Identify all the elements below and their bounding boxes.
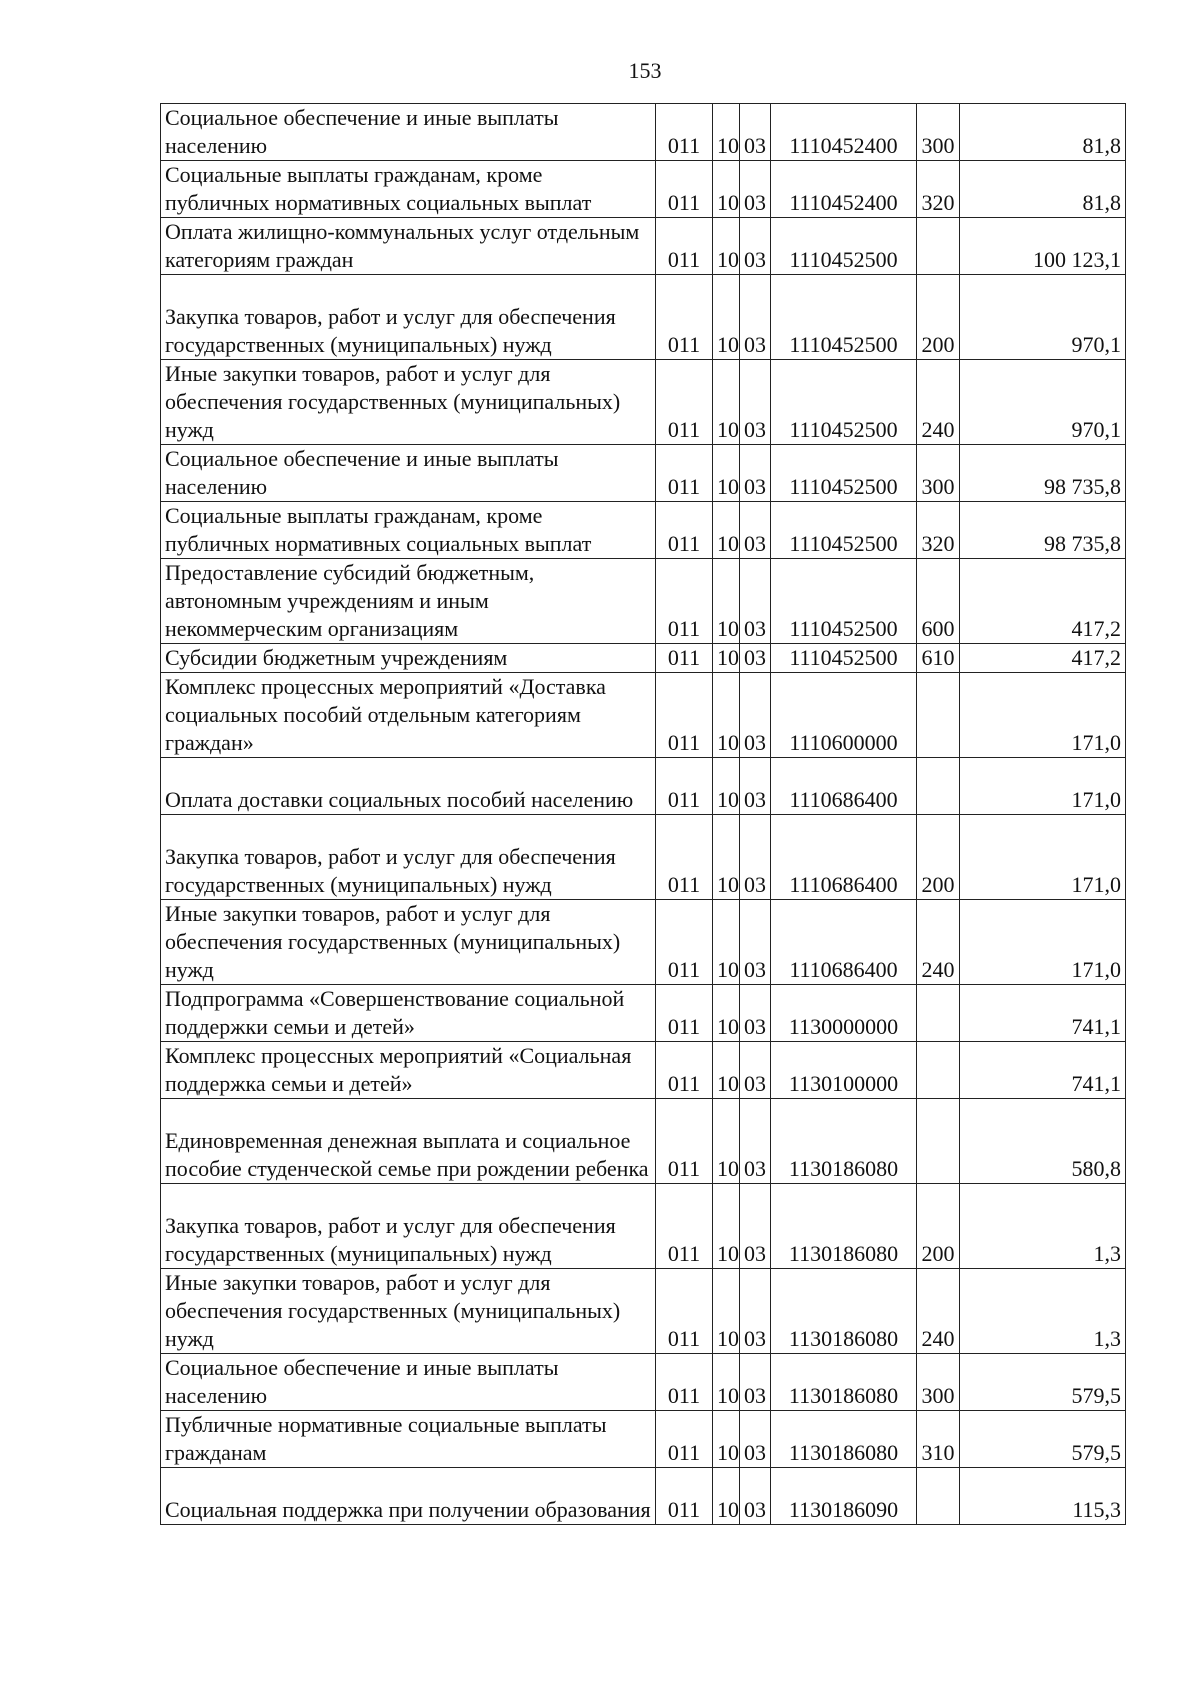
amount: 1,3	[960, 1184, 1126, 1269]
table-row	[161, 275, 1126, 360]
amount: 81,8	[960, 161, 1126, 218]
target-item-code: 1110452500	[771, 502, 917, 559]
expense-type-code: 300	[917, 445, 960, 502]
amount: 417,2	[960, 644, 1126, 673]
amount: 579,5	[960, 1411, 1126, 1468]
subsection-code: 03	[740, 218, 771, 275]
row-name: Предоставление субсидий бюджетным, автономным учреждениям и иным некоммерческим организациям	[161, 559, 656, 644]
ministry-code: 011	[656, 985, 713, 1042]
subsection-code: 03	[740, 1099, 771, 1184]
section-code: 10	[713, 360, 740, 445]
target-item-code: 1110686400	[771, 815, 917, 900]
row-name: Комплекс процессных мероприятий «Социальная поддержка семьи и детей»	[161, 1042, 656, 1099]
ministry-code: 011	[656, 161, 713, 218]
section-code: 10	[713, 559, 740, 644]
row-name: Подпрограмма «Совершенствование социальной поддержки семьи и детей»	[161, 985, 656, 1042]
ministry-code: 011	[656, 502, 713, 559]
section-code: 10	[713, 985, 740, 1042]
subsection-code: 03	[740, 1184, 771, 1269]
target-item-code: 1110452500	[771, 218, 917, 275]
section-code: 10	[713, 161, 740, 218]
row-name: Иные закупки товаров, работ и услуг для обеспечения государственных (муниципальных) нужд	[161, 900, 656, 985]
row-name: Закупка товаров, работ и услуг для обеспечения государственных (муниципальных) нужд	[161, 815, 656, 900]
expense-type-code: 310	[917, 1411, 960, 1468]
section-code: 10	[713, 758, 740, 815]
table-row	[161, 758, 1126, 815]
amount: 970,1	[960, 275, 1126, 360]
table-row	[161, 1468, 1126, 1525]
target-item-code: 1110452500	[771, 275, 917, 360]
expense-type-code: 240	[917, 1269, 960, 1354]
subsection-code: 03	[740, 104, 771, 161]
expense-type-code: 320	[917, 161, 960, 218]
table-row	[161, 1411, 1126, 1468]
row-name: Иные закупки товаров, работ и услуг для обеспечения государственных (муниципальных) нужд	[161, 360, 656, 445]
row-name: Субсидии бюджетным учреждениям	[161, 644, 656, 673]
table-row	[161, 502, 1126, 559]
expense-type-code	[917, 1042, 960, 1099]
subsection-code: 03	[740, 502, 771, 559]
table-row	[161, 985, 1126, 1042]
table-row	[161, 445, 1126, 502]
section-code: 10	[713, 1269, 740, 1354]
subsection-code: 03	[740, 673, 771, 758]
expense-type-code: 600	[917, 559, 960, 644]
ministry-code: 011	[656, 1269, 713, 1354]
ministry-code: 011	[656, 673, 713, 758]
subsection-code: 03	[740, 900, 771, 985]
expense-type-code: 300	[917, 1354, 960, 1411]
section-code: 10	[713, 1354, 740, 1411]
amount: 171,0	[960, 758, 1126, 815]
subsection-code: 03	[740, 1411, 771, 1468]
row-name: Социальная поддержка при получении образования	[161, 1468, 656, 1525]
section-code: 10	[713, 275, 740, 360]
expense-type-code: 200	[917, 1184, 960, 1269]
target-item-code: 1110452400	[771, 161, 917, 218]
target-item-code: 1110452500	[771, 445, 917, 502]
row-name: Комплекс процессных мероприятий «Доставка социальных пособий отдельным категориям граждан»	[161, 673, 656, 758]
target-item-code: 1110686400	[771, 900, 917, 985]
ministry-code: 011	[656, 644, 713, 673]
subsection-code: 03	[740, 559, 771, 644]
amount: 171,0	[960, 815, 1126, 900]
amount: 115,3	[960, 1468, 1126, 1525]
target-item-code: 1130186090	[771, 1468, 917, 1525]
expense-type-code: 300	[917, 104, 960, 161]
page-number: 153	[628, 58, 662, 83]
expense-type-code	[917, 758, 960, 815]
table-row	[161, 644, 1126, 673]
ministry-code: 011	[656, 758, 713, 815]
expense-type-code	[917, 985, 960, 1042]
ministry-code: 011	[656, 1184, 713, 1269]
row-name: Единовременная денежная выплата и социальное пособие студенческой семье при рождении ребенка	[161, 1099, 656, 1184]
expense-type-code: 200	[917, 815, 960, 900]
target-item-code: 1110686400	[771, 758, 917, 815]
target-item-code: 1130186080	[771, 1411, 917, 1468]
ministry-code: 011	[656, 1042, 713, 1099]
table-row	[161, 218, 1126, 275]
row-name: Закупка товаров, работ и услуг для обеспечения государственных (муниципальных) нужд	[161, 1184, 656, 1269]
row-name: Социальное обеспечение и иные выплаты населению	[161, 445, 656, 502]
amount: 970,1	[960, 360, 1126, 445]
row-name: Публичные нормативные социальные выплаты гражданам	[161, 1411, 656, 1468]
target-item-code: 1130000000	[771, 985, 917, 1042]
target-item-code: 1110600000	[771, 673, 917, 758]
amount: 98 735,8	[960, 502, 1126, 559]
subsection-code: 03	[740, 1042, 771, 1099]
subsection-code: 03	[740, 445, 771, 502]
subsection-code: 03	[740, 1269, 771, 1354]
row-name: Оплата жилищно-коммунальных услуг отдельным категориям граждан	[161, 218, 656, 275]
row-name: Социальное обеспечение и иные выплаты населению	[161, 1354, 656, 1411]
ministry-code: 011	[656, 1468, 713, 1525]
expense-type-code: 240	[917, 900, 960, 985]
target-item-code: 1130186080	[771, 1269, 917, 1354]
target-item-code: 1110452500	[771, 644, 917, 673]
ministry-code: 011	[656, 104, 713, 161]
row-name: Иные закупки товаров, работ и услуг для обеспечения государственных (муниципальных) нужд	[161, 1269, 656, 1354]
ministry-code: 011	[656, 815, 713, 900]
amount: 171,0	[960, 673, 1126, 758]
subsection-code: 03	[740, 758, 771, 815]
ministry-code: 011	[656, 445, 713, 502]
section-code: 10	[713, 1099, 740, 1184]
section-code: 10	[713, 1184, 740, 1269]
target-item-code: 1130186080	[771, 1184, 917, 1269]
amount: 741,1	[960, 985, 1126, 1042]
table-row	[161, 1184, 1126, 1269]
subsection-code: 03	[740, 360, 771, 445]
section-code: 10	[713, 900, 740, 985]
expense-type-code	[917, 1099, 960, 1184]
amount: 741,1	[960, 1042, 1126, 1099]
amount: 579,5	[960, 1354, 1126, 1411]
ministry-code: 011	[656, 559, 713, 644]
section-code: 10	[713, 673, 740, 758]
target-item-code: 1110452500	[771, 360, 917, 445]
ministry-code: 011	[656, 275, 713, 360]
expense-type-code: 320	[917, 502, 960, 559]
table-row	[161, 360, 1126, 445]
table-row	[161, 673, 1126, 758]
amount: 1,3	[960, 1269, 1126, 1354]
ministry-code: 011	[656, 360, 713, 445]
ministry-code: 011	[656, 1411, 713, 1468]
subsection-code: 03	[740, 644, 771, 673]
amount: 417,2	[960, 559, 1126, 644]
row-name: Закупка товаров, работ и услуг для обеспечения государственных (муниципальных) нужд	[161, 275, 656, 360]
section-code: 10	[713, 502, 740, 559]
ministry-code: 011	[656, 900, 713, 985]
expense-type-code	[917, 1468, 960, 1525]
section-code: 10	[713, 644, 740, 673]
amount: 81,8	[960, 104, 1126, 161]
section-code: 10	[713, 445, 740, 502]
budget-table	[160, 103, 1126, 1525]
expense-type-code	[917, 673, 960, 758]
expense-type-code: 200	[917, 275, 960, 360]
table-row	[161, 559, 1126, 644]
target-item-code: 1130100000	[771, 1042, 917, 1099]
subsection-code: 03	[740, 1468, 771, 1525]
subsection-code: 03	[740, 1354, 771, 1411]
section-code: 10	[713, 1468, 740, 1525]
section-code: 10	[713, 218, 740, 275]
expense-type-code	[917, 218, 960, 275]
ministry-code: 011	[656, 218, 713, 275]
ministry-code: 011	[656, 1099, 713, 1184]
subsection-code: 03	[740, 985, 771, 1042]
section-code: 10	[713, 815, 740, 900]
table-row	[161, 1099, 1126, 1184]
amount: 580,8	[960, 1099, 1126, 1184]
table-row	[161, 161, 1126, 218]
row-name: Социальные выплаты гражданам, кроме публичных нормативных социальных выплат	[161, 502, 656, 559]
table-body	[161, 104, 1126, 1525]
ministry-code: 011	[656, 1354, 713, 1411]
subsection-code: 03	[740, 815, 771, 900]
amount: 171,0	[960, 900, 1126, 985]
amount: 100 123,1	[960, 218, 1126, 275]
table-row	[161, 815, 1126, 900]
amount: 98 735,8	[960, 445, 1126, 502]
subsection-code: 03	[740, 275, 771, 360]
table-row	[161, 1269, 1126, 1354]
target-item-code: 1110452500	[771, 559, 917, 644]
section-code: 10	[713, 104, 740, 161]
target-item-code: 1110452400	[771, 104, 917, 161]
row-name: Оплата доставки социальных пособий населению	[161, 758, 656, 815]
table-row	[161, 104, 1126, 161]
section-code: 10	[713, 1411, 740, 1468]
target-item-code: 1130186080	[771, 1099, 917, 1184]
row-name: Социальное обеспечение и иные выплаты населению	[161, 104, 656, 161]
table-row	[161, 1354, 1126, 1411]
expense-type-code: 240	[917, 360, 960, 445]
table-row	[161, 1042, 1126, 1099]
table-row	[161, 900, 1126, 985]
subsection-code: 03	[740, 161, 771, 218]
target-item-code: 1130186080	[771, 1354, 917, 1411]
row-name: Социальные выплаты гражданам, кроме публичных нормативных социальных выплат	[161, 161, 656, 218]
expense-type-code: 610	[917, 644, 960, 673]
section-code: 10	[713, 1042, 740, 1099]
